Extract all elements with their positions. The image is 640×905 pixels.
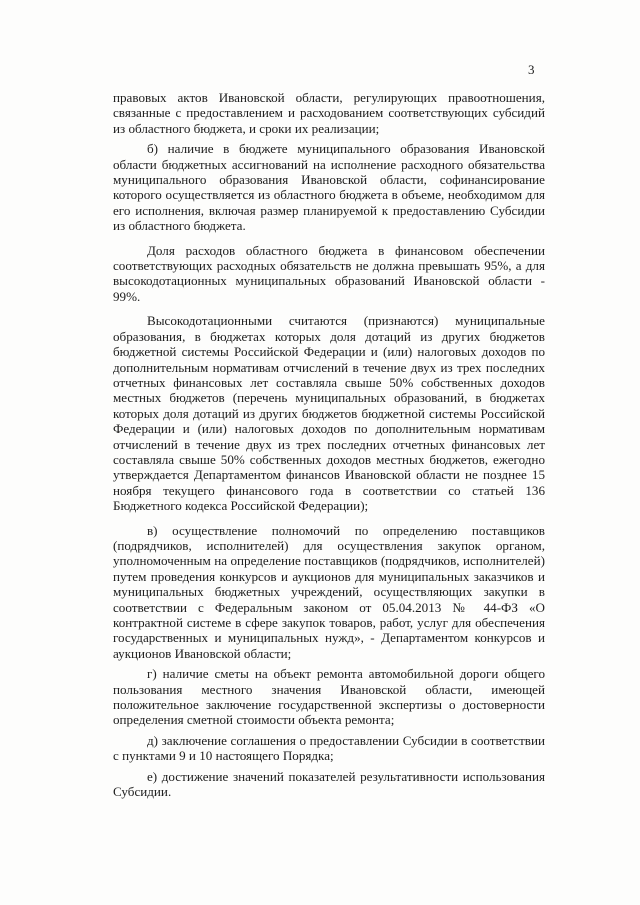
paragraph-budget-share: Доля расходов областного бюджета в финансовом обеспечении соответствующих расходных обязательств не должна превышать 95%, а для высокодотационных муниципальных образований Ивановской области - 99%. bbox=[113, 242, 545, 304]
paragraph-high-subsidy-definition: Высокодотационными считаются (признаются) муниципальные образования, в бюджетах которых доля дотаций из других бюджетов бюджетной системы Российской Федерации и (или) налоговых доходов по дополнительным нормативам отчислений в течение двух из трех последних отчетных финансовых лет составляла свыше 50% собственных доходов местных бюджетов (перечень муниципальных образований, в бюджетах которых доля дотаций из других бюджетов бюджетной системы Российской Федерации и (или) налоговых доходов по дополнительным нормативам отчислений в течение двух из трех последних отчетных финансовых лет составляла свыше 50% собственных доходов местных бюджетов, ежегодно утверждается Департаментом финансов Ивановской области не позднее 15 ноября текущего финансового года в соответствии со статьей 136 Бюджетного кодекса Российской Федерации); bbox=[113, 313, 545, 514]
paragraph-continuation: правовых актов Ивановской области, регулирующих правоотношения, связанные с предоставлением и расходованием соответствующих субсидий из областного бюджета, и сроки их реализации; bbox=[113, 90, 545, 136]
paragraph-item-b: б) наличие в бюджете муниципального образования Ивановской области бюджетных ассигнований на исполнение расходного обязательства муниципального образования Ивановской области, софинансирование которого осуществляется из областного бюджета в объеме, необходимом для его исполнения, включая размер планируемой к предоставлению Субсидии из областного бюджета. bbox=[113, 141, 545, 234]
paragraph-item-v: в) осуществление полномочий по определению поставщиков (подрядчиков, исполнителей) для осуществления закупок органом, уполномоченным на определение поставщиков (подрядчиков, исполнителей) путем проведения конкурсов и аукционов для муниципальных заказчиков и муниципальных бюджетных учреждений, осуществляющих закупки в соответствии с Федеральным законом от 05.04.2013 № 44-ФЗ «О контрактной системе в сфере закупок товаров, работ, услуг для обеспечения государственных и муниципальных нужд», - Департаментом конкурсов и аукционов Ивановской области; bbox=[113, 522, 545, 661]
page-number: 3 bbox=[528, 62, 535, 77]
paragraph-item-e: е) достижение значений показателей результативности использования Субсидии. bbox=[113, 768, 545, 800]
paragraph-item-d: д) заключение соглашения о предоставлении Субсидии в соответствии с пунктами 9 и 10 настоящего Порядка; bbox=[113, 732, 545, 764]
paragraph-item-g: г) наличие сметы на объект ремонта автомобильной дороги общего пользования местного значения Ивановской области, имеющей положительное заключение государственной экспертизы о достоверности определения сметной стоимости объекта ремонта; bbox=[113, 666, 545, 728]
document-body bbox=[113, 90, 545, 799]
